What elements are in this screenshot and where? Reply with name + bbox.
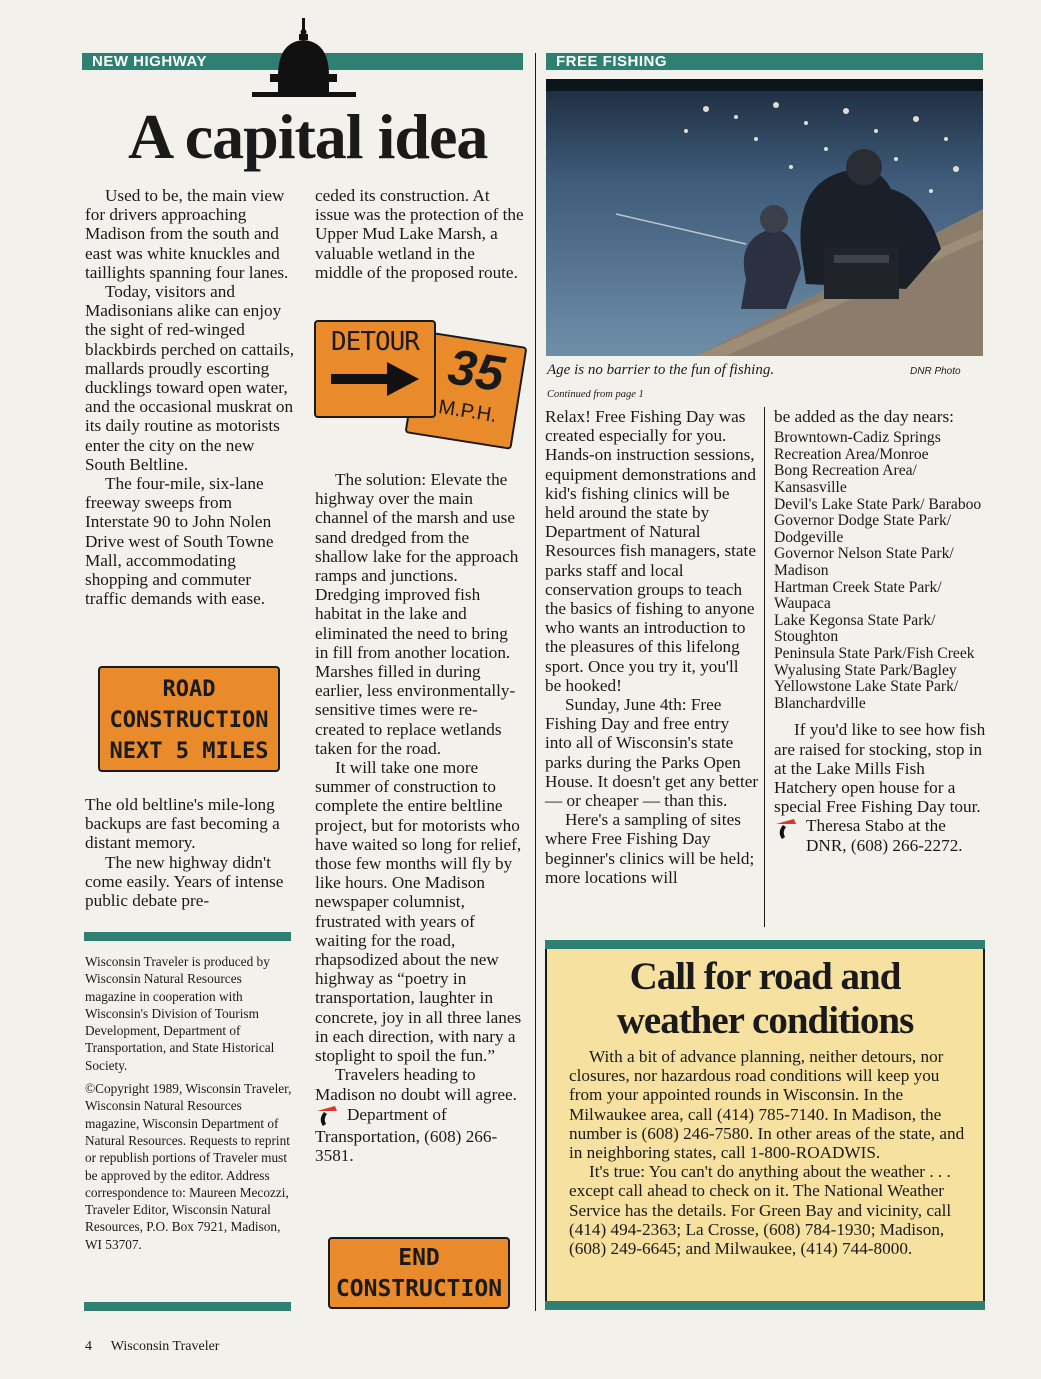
paragraph: ceded its construction. At issue was the protection of the Upper Mud Lake Marsh, a valuable wetland in the middle of the proposed route. — [315, 186, 524, 282]
sign-text: NEXT 5 MILES — [109, 739, 269, 764]
credits-divider — [84, 932, 291, 941]
paragraph: be added as the day nears: — [774, 407, 954, 426]
list-item: Yellowstone Lake State Park/ Blanchardville — [774, 678, 959, 712]
callbox-title-line: Call for road and — [629, 955, 901, 998]
paragraph: The new highway didn't come easily. Years of intense public debate pre- — [85, 852, 284, 911]
callbox-title — [547, 955, 983, 1043]
article-column-1 — [85, 186, 295, 608]
fishing-column-1 — [545, 407, 759, 887]
list-item: Hartman Creek State Park/ Waupaca — [774, 578, 942, 613]
fishing-column-2 — [774, 407, 986, 855]
paragraph: Here's a sampling of sites where Free Fishing Day beginner's clinics will be held; more locations will — [545, 810, 755, 887]
paragraph: Sunday, June 4th: Free Fishing Day and free entry into all of Wisconsin's state parks during the Parks Open House. It doesn't get any better — or cheaper — than this. — [545, 695, 759, 811]
paragraph: Travelers heading to Madison no doubt will agree. — [315, 1065, 517, 1104]
list-item: Governor Dodge State Park/ Dodgeville — [774, 512, 952, 546]
sign-text: CONSTRUCTION — [109, 708, 269, 733]
telephone-icon — [774, 818, 800, 840]
column-divider — [764, 407, 765, 927]
list-item: Governor Nelson State Park/ Madison — [774, 545, 954, 579]
publication-name: Wisconsin Traveler — [110, 1339, 220, 1354]
list-item: Peninsula State Park/Fish Creek — [774, 644, 975, 662]
credits-text: Wisconsin Traveler is produced by Wisconsin Natural Resources magazine in cooperation with Wisconsin's Division of Tourism Development, Department of Transportation, and State Historical Society. — [85, 954, 275, 1073]
paragraph: The four-mile, six-lane freeway sweeps from Interstate 90 to John Nolen Drive west of South Towne Mall, accommodating shopping and commuter traffic demands with ease. — [85, 474, 274, 609]
list-item: Browntown-Cadiz Springs Recreation Area/Monroe — [774, 429, 941, 463]
paragraph: It's true: You can't do anything about the weather . . . except call ahead to check on it. The National Weather Service has the details. For Green Bay and vicinity, call (414) 494-2363; La Crosse, (608) 784-1930; Madison, (608) 249-6645; and Milwaukee, (414) 744-8000. — [569, 1162, 952, 1259]
paragraph: If you'd like to see how fish are raised for stocking, stop in at the Lake Mills Fish Hatchery open house for a special Free Fishing Day tour. — [774, 720, 986, 817]
contact-line — [774, 816, 986, 854]
callbox-bottom-bar — [545, 1301, 985, 1310]
sign-text: 35 — [444, 338, 509, 403]
page-footer — [85, 1339, 219, 1355]
list-item: Wyalusing State Park/Bagley — [774, 661, 957, 679]
credits-box — [85, 953, 295, 1259]
article-column-2-continued — [315, 470, 525, 1165]
road-weather-box — [545, 949, 985, 1301]
section-bar-free-fishing — [546, 53, 983, 70]
sign-text: M.P.H. — [437, 396, 499, 427]
sign-text: END — [398, 1245, 440, 1271]
section-tag: FREE FISHING — [556, 53, 668, 70]
page-number: 4 — [85, 1339, 92, 1354]
capitol-dome-icon — [252, 18, 356, 98]
paragraph: With a bit of advance planning, neither detours, nor closures, nor hazardous road conditions will keep you from your appointed rounds in Wisconsin. In the Milwaukee area, call (414) 785-7140. In Madison, the number is (608) 246-7580. In other areas of the state, and in neighboring states, call 1-800-ROADWIS. — [569, 1047, 965, 1163]
article-title: A capital idea — [128, 101, 488, 172]
column-divider — [535, 53, 536, 1311]
sign-text: DETOUR — [331, 327, 419, 357]
sign-text: CONSTRUCTION — [335, 1276, 503, 1302]
continued-note: Continued from page 1 — [547, 389, 644, 400]
copyright-text: ©Copyright 1989, Wisconsin Traveler, Wisconsin Natural Resources magazine, Wisconsin Department of Natural Resources. Requests to reprint or republish portions of Traveler must be approved by the editor. Address correspondence to: Maureen Mecozzi, Traveler Editor, Wisconsin Natural Resources, P.O. Box 7921, Madison, WI 53707. — [85, 1081, 292, 1252]
road-construction-sign — [98, 666, 280, 772]
list-item: Bong Recreation Area/ Kansasville — [774, 462, 917, 496]
contact-line — [315, 1105, 525, 1165]
section-tag: NEW HIGHWAY — [92, 53, 207, 70]
photo-credit: DNR Photo — [910, 366, 961, 377]
paragraph: The solution: Elevate the highway over the main channel of the marsh and use sand dredged from the shallow lake for the approach ramps and junctions. Dredging improved fish habitat in the lake and eliminated the need to bring in fill from another location. Marshes filled in during earlier, less environmentally-sensitive times were re-created to replace wetlands taken for the road. — [315, 470, 519, 758]
callbox-top-bar — [545, 940, 985, 949]
contact-text: Department of Transportation, (608) 266-3581. — [315, 1104, 498, 1165]
arrow-right-icon — [329, 362, 421, 396]
sign-text: ROAD — [162, 677, 216, 702]
paragraph: Relax! Free Fishing Day was created especially for you. Hands-on instruction sessions, equipment demonstrations and kid's fishing clinics will be held around the state by Department of Natural Resources fish managers, state parks staff and local conservation groups to teach the basics of fishing to anyone who wants an introduction to the pleasures of this lifelong sport. Once you try it, you'll be hooked! — [545, 407, 756, 695]
callbox-body — [547, 1043, 983, 1258]
paragraph: It will take one more summer of construction to complete the entire beltline project, but for motorists who have waited so long for relief, those few months will fly by like hours. One Madison newspaper columnist, frustrated with years of waiting for the road, rhapsodized about the new highway as “poetry in transportation, laughter in concrete, joy in all three lanes in each direction, with nary a stoplight to spoil the fun.” — [315, 758, 522, 1066]
paragraph: Used to be, the main view for drivers approaching Madison from the south and east was white knuckles and taillights spanning four lanes. — [85, 186, 289, 282]
detour-sign — [314, 320, 436, 418]
telephone-icon — [315, 1105, 341, 1127]
list-item: Devil's Lake State Park/ Baraboo — [774, 495, 982, 513]
list-item: Lake Kegonsa State Park/ Stoughton — [774, 611, 936, 646]
contact-text: Theresa Stabo at the DNR, (608) 266-2272. — [806, 816, 963, 855]
photo-caption: Age is no barrier to the fun of fishing. — [547, 362, 775, 378]
callbox-title-line: weather conditions — [616, 999, 914, 1042]
end-construction-sign — [328, 1237, 510, 1309]
article-column-2 — [315, 186, 525, 282]
sites-list — [774, 430, 986, 712]
credits-divider — [84, 1302, 291, 1311]
fishing-photo — [546, 79, 983, 356]
article-column-1-continued — [85, 795, 295, 910]
paragraph: The old beltline's mile-long backups are fast becoming a distant memory. — [85, 795, 280, 853]
paragraph: Today, visitors and Madisonians alike can enjoy the sight of red-winged blackbirds perched on cattails, mallards proudly escorting ducklings toward open water, and the occasional muskrat on its daily routine as motorists enter the city on the new South Beltline. — [85, 282, 295, 474]
